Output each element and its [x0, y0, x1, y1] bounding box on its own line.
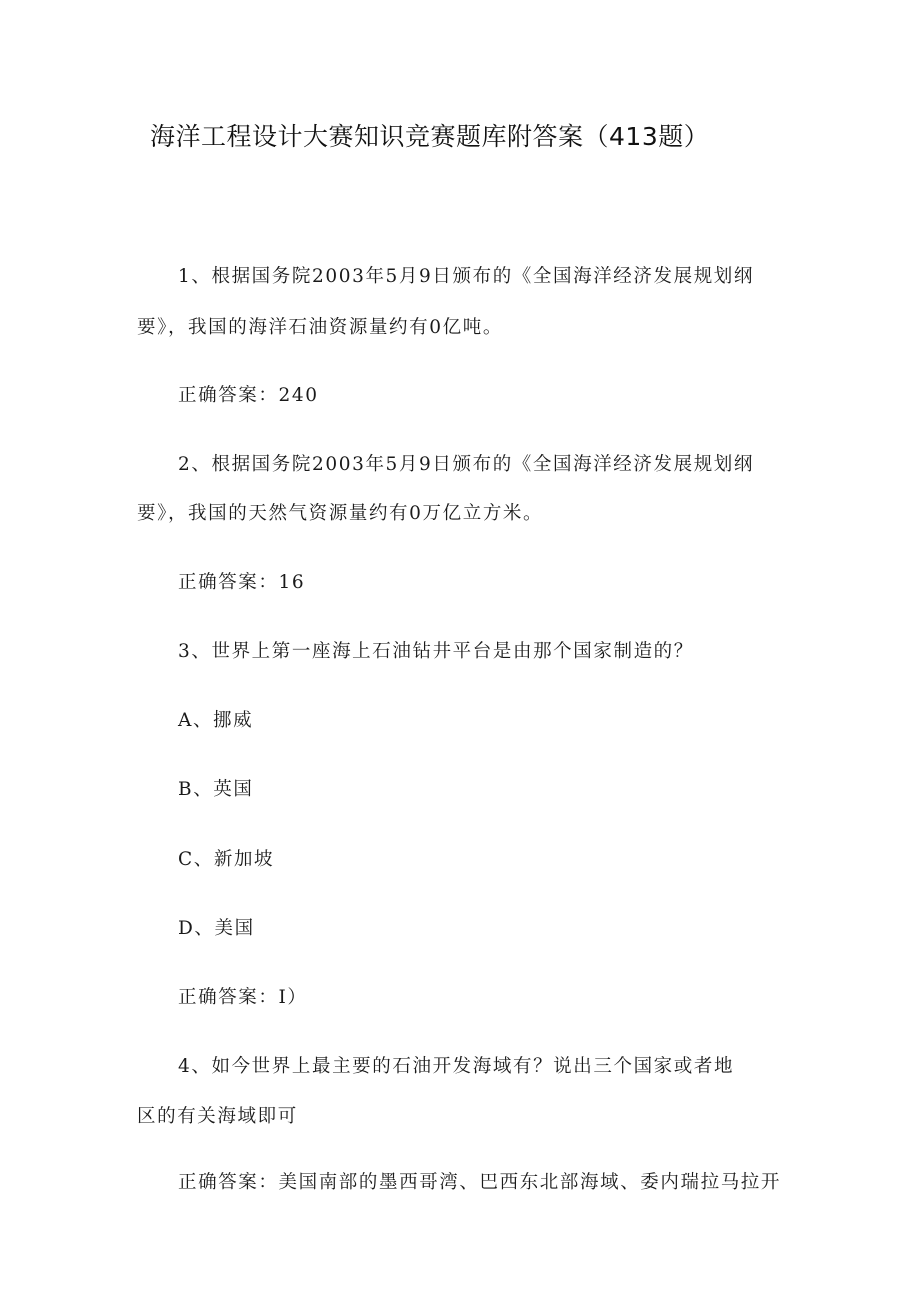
question-2-line-1: 2、根据国务院2003年5月9日颁布的《全国海洋经济发展规划纲 — [178, 454, 754, 475]
question-1-answer: 正确答案：240 — [178, 385, 319, 406]
question-2-answer: 正确答案：16 — [178, 572, 306, 593]
question-1-line-1: 1、根据国务院2003年5月9日颁布的《全国海洋经济发展规划纲 — [178, 266, 754, 287]
question-3-option-a: A、挪威 — [178, 710, 254, 731]
question-1-line-2: 要》，我国的海洋石油资源量约有0亿吨。 — [137, 317, 503, 338]
question-2-line-2: 要》，我国的天然气资源量约有0万亿立方米。 — [137, 503, 544, 524]
question-3-option-c: C、新加坡 — [178, 849, 275, 870]
question-4-answer: 正确答案：美国南部的墨西哥湾、巴西东北部海域、委内瑞拉马拉开 — [178, 1172, 782, 1193]
question-3-option-d: D、美国 — [178, 918, 255, 939]
document-title: 海洋工程设计大赛知识竞赛题库附答案（413题） — [150, 122, 710, 151]
question-3-answer: 正确答案：I） — [178, 987, 308, 1008]
question-3-text: 3、世界上第一座海上石油钻井平台是由那个国家制造的？ — [178, 641, 694, 662]
question-3-option-b: B、英国 — [178, 779, 254, 800]
question-4-line-1: 4、如今世界上最主要的石油开发海域有？说出三个国家或者地 — [178, 1056, 735, 1077]
question-4-line-2: 区的有关海域即可 — [137, 1106, 298, 1127]
